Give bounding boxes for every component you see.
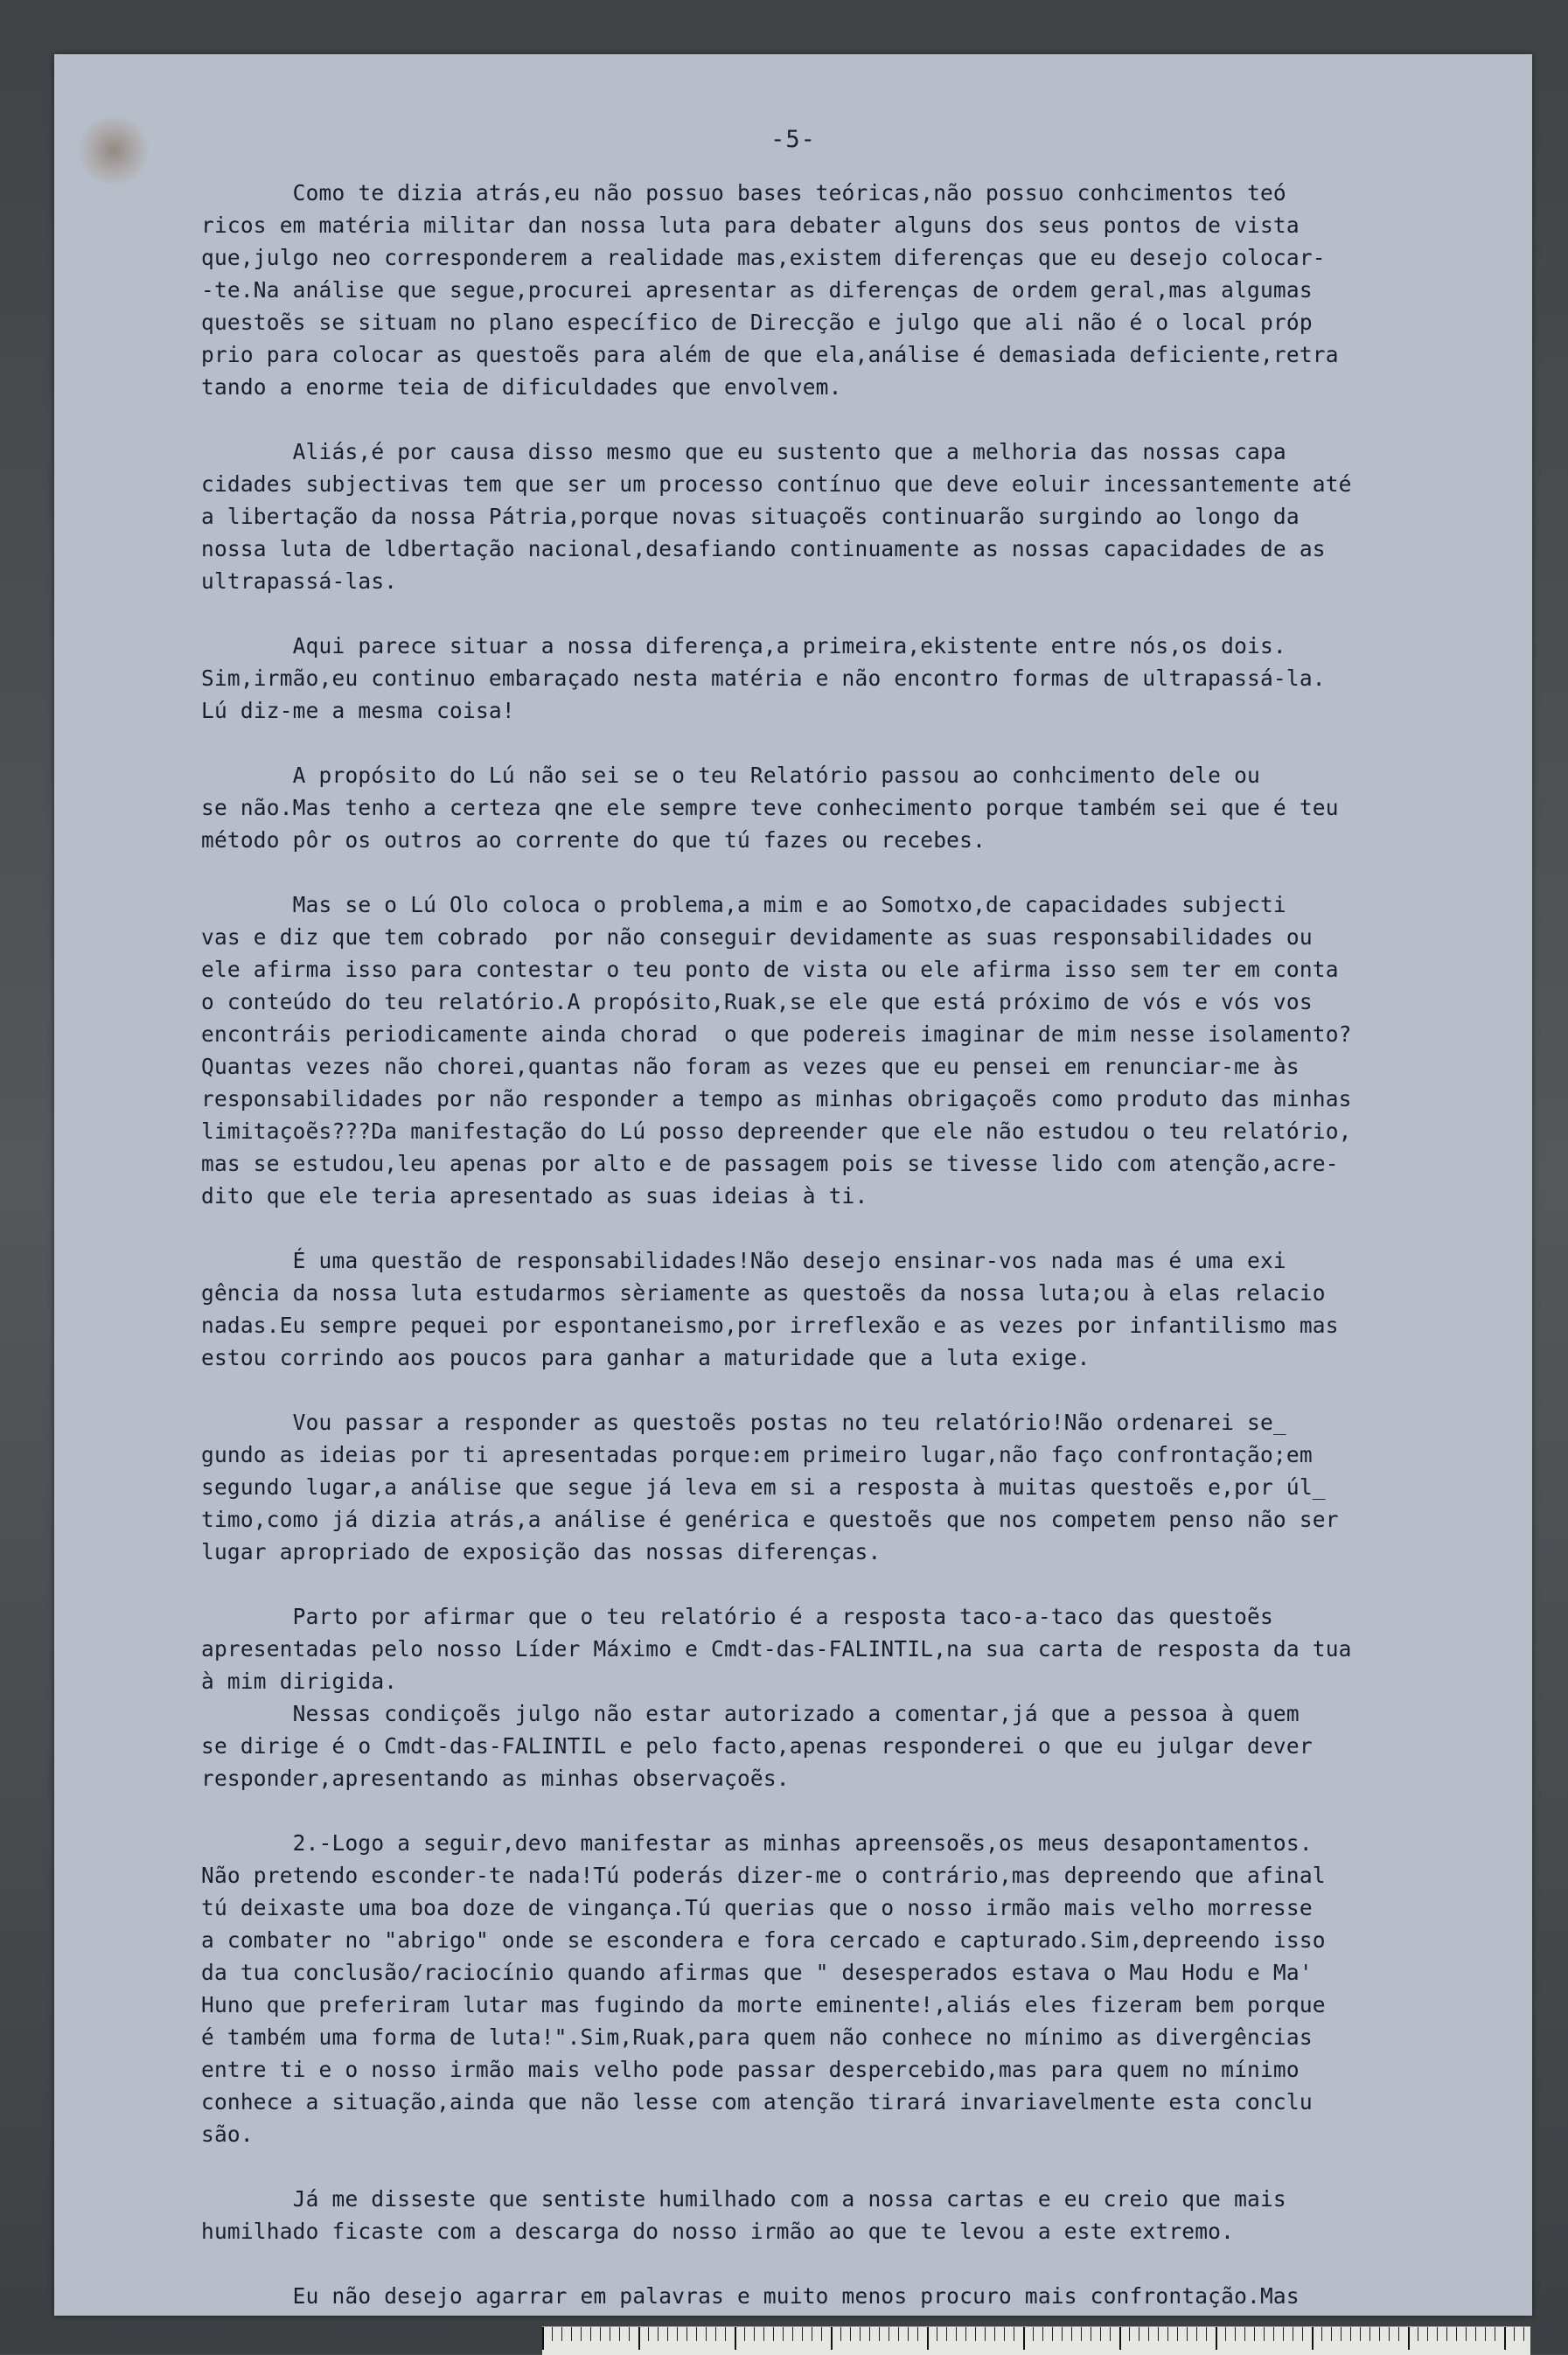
text-line: Vou passar a responder as questoẽs postas no teu relatório!Não ordenarei se_: [201, 1410, 1286, 1435]
text-line: gundo as ideias por ti apresentadas porque:em primeiro lugar,não faço confrontação;em: [201, 1442, 1313, 1467]
text-line: o conteúdo do teu relatório.A propósito,Ruak,se ele que está próximo de vós e vós vos: [201, 989, 1313, 1014]
text-line: lugar apropriado de exposição das nossas diferenças.: [201, 1539, 882, 1564]
text-line: cidades subjectivas tem que ser um processo contínuo que deve eoluir incessantemente até: [201, 471, 1352, 497]
text-line: a libertação da nossa Pátria,porque novas situaçoẽs continuarão surgindo ao longo da: [201, 504, 1300, 529]
paragraph-9: [201, 1827, 1495, 2150]
text-line: ele afirma isso para contestar o teu ponto de vista ou ele afirma isso sem ter em conta: [201, 957, 1339, 982]
paragraph-1: [201, 177, 1495, 403]
text-line: É uma questão de responsabilidades!Não desejo ensinar-vos nada mas é uma exi: [201, 1248, 1286, 1273]
text-line: ricos em matéria militar dan nossa luta para debater alguns dos seus pontos de vista: [201, 213, 1300, 238]
text-line: conhece a situação,ainda que não lesse com atenção tirará invariavelmente esta conclu: [201, 2089, 1313, 2115]
text-line: Eu não desejo agarrar em palavras e muito menos procuro mais confrontação.Mas: [201, 2283, 1300, 2309]
text-line: nadas.Eu sempre pequei por espontaneismo,por irreflexão e as vezes por infantilismo mas: [201, 1313, 1339, 1338]
text-line: Não pretendo esconder-te nada!Tú poderás dizer-me o contrário,mas depreendo que afinal: [201, 1863, 1326, 1888]
text-line: gência da nossa luta estudarmos sèriamente as questoẽs da nossa luta;ou à elas relacio: [201, 1280, 1326, 1306]
text-line: Já me disseste que sentiste humilhado com a nossa cartas e eu creio que mais: [201, 2186, 1286, 2212]
text-line: é também uma forma de luta!".Sim,Ruak,para quem não conhece no mínimo as divergências: [201, 2024, 1313, 2050]
paragraph-3: [201, 630, 1495, 727]
text-line: -te.Na análise que segue,procurei apresentar as diferenças de ordem geral,mas algumas: [201, 277, 1313, 303]
text-line: que,julgo neo corresponderem a realidade mas,existem diferenças que eu desejo colocar-: [201, 245, 1326, 270]
text-line: a combater no "abrigo" onde se escondera e fora cercado e capturado.Sim,depreendo isso: [201, 1927, 1326, 1953]
text-line: entre ti e o nosso irmão mais velho pode passar despercebido,mas para quem no mínimo: [201, 2057, 1300, 2082]
paragraph-8: [201, 1600, 1495, 1794]
text-line: Quantas vezes não chorei,quantas não foram as vezes que eu pensei em renunciar-me às: [201, 1054, 1300, 1079]
document-body: [201, 177, 1495, 2345]
text-line: vas e diz que tem cobrado por não conseguir devidamente as suas responsabilidades ou: [201, 924, 1313, 950]
text-line: Sim,irmão,eu continuo embaraçado nesta matéria e não encontro formas de ultrapassá-la.: [201, 665, 1326, 691]
page-number: -5-: [770, 126, 816, 153]
text-line: Huno que preferiram lutar mas fugindo da morte eminente!,aliás eles fizeram bem porque: [201, 1992, 1326, 2017]
scale-ruler: [542, 2326, 1530, 2355]
text-line: da tua conclusão/raciocínio quando afirmas que " desesperados estava o Mau Hodu e Ma': [201, 1960, 1313, 1985]
text-line: encontráis periodicamente ainda chorad o que podereis imaginar de mim nesse isolamento?: [201, 1021, 1352, 1047]
text-line: timo,como já dizia atrás,a análise é genérica e questoẽs que nos competem penso não ser: [201, 1507, 1339, 1532]
paragraph-4: [201, 759, 1495, 856]
paragraph-11: [201, 2280, 1495, 2312]
text-line: Aliás,é por causa disso mesmo que eu sustento que a melhoria das nossas capa: [201, 439, 1286, 464]
text-line: Aqui parece situar a nossa diferença,a primeira,ekistente entre nós,os dois.: [201, 633, 1286, 658]
ruler-major-ticks: [542, 2327, 1530, 2350]
text-line: Mas se o Lú Olo coloca o problema,a mim e ao Somotxo,de capacidades subjecti: [201, 892, 1286, 917]
text-line: nossa luta de ldbertação nacional,desafiando continuamente as nossas capacidades de as: [201, 536, 1326, 561]
text-line: mas se estudou,leu apenas por alto e de passagem pois se tivesse lido com atenção,acre-: [201, 1151, 1339, 1176]
text-line: à mim dirigida.: [201, 1669, 398, 1694]
text-line: método pôr os outros ao corrente do que tú fazes ou recebes.: [201, 827, 986, 853]
text-line: Como te dizia atrás,eu não possuo bases teóricas,não possuo conhcimentos teó: [201, 180, 1286, 206]
text-line: 2.-Logo a seguir,devo manifestar as minhas apreensoẽs,os meus desapontamentos.: [201, 1830, 1313, 1856]
text-line: ultrapassá-las.: [201, 568, 398, 594]
text-line: responsabilidades por não responder a tempo as minhas obrigaçoẽs como produto das minhas: [201, 1086, 1352, 1111]
text-line: Nessas condiçoẽs julgo não estar autorizado a comentar,já que a pessoa à quem: [201, 1701, 1300, 1726]
text-line: questoẽs se situam no plano específico de Direcção e julgo que ali não é o local próp: [201, 310, 1313, 335]
text-line: humilhado ficaste com a descarga do nosso irmão ao que te levou a este extremo.: [201, 2219, 1235, 2244]
typewritten-page: [54, 54, 1532, 2316]
text-line: se não.Mas tenho a certeza qne ele sempre teve conhecimento porque também sei que é teu: [201, 795, 1339, 820]
paragraph-10: [201, 2183, 1495, 2247]
text-line: são.: [201, 2122, 254, 2147]
text-line: segundo lugar,a análise que segue já leva em si a resposta à muitas questoẽs e,por úl_: [201, 1474, 1326, 1500]
text-line: Lú diz-me a mesma coisa!: [201, 698, 515, 723]
text-line: tú deixaste uma boa doze de vingança.Tú querias que o nosso irmão mais velho morresse: [201, 1895, 1313, 1920]
text-line: apresentadas pelo nosso Líder Máximo e Cmdt-das-FALINTIL,na sua carta de resposta da tua: [201, 1636, 1352, 1662]
text-line: A propósito do Lú não sei se o teu Relatório passou ao conhcimento dele ou: [201, 763, 1260, 788]
paragraph-7: [201, 1406, 1495, 1568]
text-line: tando a enorme teia de dificuldades que envolvem.: [201, 374, 842, 400]
text-line: se dirige é o Cmdt-das-FALINTIL e pelo facto,apenas responderei o que eu julgar dever: [201, 1733, 1313, 1759]
text-line: Parto por afirmar que o teu relatório é a resposta taco-a-taco das questoẽs: [201, 1604, 1273, 1629]
text-line: dito que ele teria apresentado as suas ideias à ti.: [201, 1183, 868, 1209]
text-line: responder,apresentando as minhas observaçoẽs.: [201, 1766, 790, 1791]
paragraph-5: [201, 888, 1495, 1212]
text-line: prio para colocar as questoẽs para além de que ela,análise é demasiada deficiente,retra: [201, 342, 1339, 367]
paragraph-6: [201, 1244, 1495, 1374]
text-line: limitaçoẽs???Da manifestação do Lú posso depreender que ele não estudou o teu relatório,: [201, 1118, 1352, 1144]
text-line: estou corrindo aos poucos para ganhar a maturidade que a luta exige.: [201, 1345, 1091, 1370]
paragraph-2: [201, 435, 1495, 597]
